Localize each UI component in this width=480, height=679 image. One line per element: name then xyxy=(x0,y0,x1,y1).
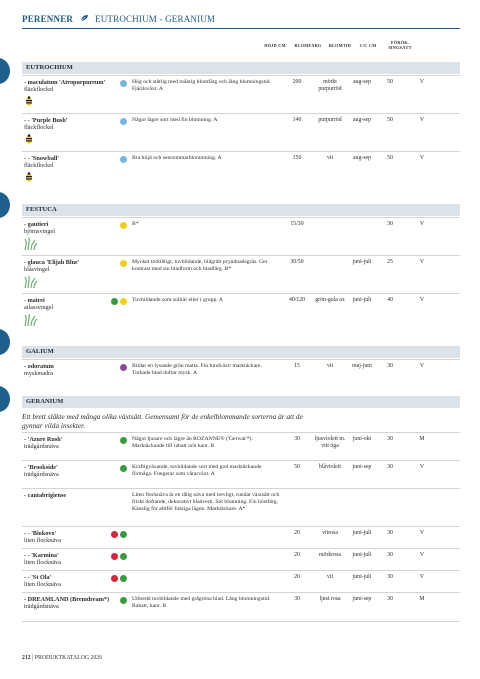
bloom-time-cell: juni-juli xyxy=(352,530,372,536)
symbol-dots xyxy=(111,553,129,571)
symbol-dots xyxy=(120,437,129,455)
table-row xyxy=(22,255,460,294)
flower-color-cell: vitrosa xyxy=(322,530,338,536)
footer-divider: | xyxy=(32,655,34,661)
zone-dot xyxy=(111,575,118,582)
description: Tuvbildande som solitär eller i grupp. A xyxy=(132,297,223,303)
height-cell: 50 xyxy=(294,464,300,470)
bloom-time-cell: maj-juni xyxy=(352,363,372,369)
propagation-cell: V xyxy=(419,259,425,265)
header-category: PERENNER xyxy=(22,14,74,24)
description: Något ljusare och lägre än ROZANNE® ('Gerwat'*). Marktäckande till rabatt och kant. B xyxy=(132,436,253,449)
grass-icon xyxy=(24,276,38,288)
propagation-cell: M xyxy=(419,436,425,442)
symbol-dots xyxy=(120,364,129,382)
spacing-cell: 50 xyxy=(387,79,393,85)
page-header xyxy=(22,14,460,29)
propagation-cell: V xyxy=(419,552,425,558)
column-header-propagation: FÖRÖK. SINGSÄTT xyxy=(388,40,412,50)
table-row xyxy=(22,526,460,549)
propagation-cell: V xyxy=(419,363,425,369)
plant-name: - - 'Purple Bush' fläckflockel xyxy=(24,117,68,132)
bee-icon xyxy=(25,96,33,106)
header-genus-range: EUTROCHIUM - GERANIUM xyxy=(95,14,216,24)
plant-name: - - 'Karmina' liten flocknäva xyxy=(24,552,61,567)
height-cell: 40/120 xyxy=(288,297,306,303)
side-tab xyxy=(0,329,10,355)
height-cell: 20 xyxy=(294,574,300,580)
side-tab xyxy=(0,386,10,412)
propagation-cell: V xyxy=(419,155,425,161)
table-row xyxy=(22,488,460,527)
flower-color-cell: mörkrosa xyxy=(319,552,341,558)
plant-name: - odoratum myskmadra xyxy=(24,363,54,378)
plant-name: - 'Brookside' trädgårdsnäva xyxy=(24,464,59,479)
bloom-time-cell: juni-juli xyxy=(352,552,372,558)
section-header: FESTUCA xyxy=(22,204,460,216)
bloom-time-cell: aug-sep xyxy=(352,117,372,123)
description: Kraftigväxande, tuvbildande sort med god marktäckande förmåga. Fungerar som vårarväxt. A xyxy=(132,464,262,477)
section-intro: Ett brett släkte med många olika växtsätt. Gemensamt för de enkelblommande sorterna är att de gynnar vilda insekter. xyxy=(22,412,303,430)
flower-color-cell: grön-gula ax xyxy=(315,297,345,303)
plant-name: - mairei atlassvingel xyxy=(24,297,54,312)
section-header: EUTROCHIUM xyxy=(22,62,460,74)
table-row xyxy=(22,293,460,332)
spacing-cell: 30 xyxy=(387,221,393,227)
sun-exposure-dot xyxy=(120,80,127,87)
section-header: GALIUM xyxy=(22,346,460,358)
spacing-cell: 30 xyxy=(387,596,393,602)
description: Något lägre sort med fin blomning. A xyxy=(132,117,218,123)
description: B* xyxy=(132,221,139,227)
table-row xyxy=(22,217,460,256)
symbol-dots xyxy=(120,80,129,98)
flower-color-cell: vit xyxy=(326,574,334,580)
bloom-time-cell: juni-juli xyxy=(352,574,372,580)
propagation-cell: V xyxy=(419,574,425,580)
catalog-title: PRODUKTKATALOG 2026 xyxy=(34,655,103,661)
flower-color-cell: vit xyxy=(326,363,334,369)
height-cell: 140 xyxy=(292,117,302,123)
section-header: GERANIUM xyxy=(22,396,460,408)
table-row xyxy=(22,432,460,461)
symbol-dots xyxy=(111,298,129,316)
sun-exposure-dot xyxy=(120,118,127,125)
column-header-bloom-time: BLOMTID xyxy=(328,43,352,48)
page-number: 212 xyxy=(22,655,31,661)
description: Hög och ståtlig med mäktig blomfärg och lång blomningstid. Fjärilsväxt. A xyxy=(132,79,272,92)
spacing-cell: 50 xyxy=(387,117,393,123)
table-row xyxy=(22,592,460,622)
soil-dot xyxy=(120,575,127,582)
height-cell: 15 xyxy=(294,363,300,369)
propagation-cell: V xyxy=(419,221,425,227)
height-cell: 200 xyxy=(292,79,302,85)
side-tab xyxy=(0,192,10,218)
propagation-cell: V xyxy=(419,79,425,85)
soil-dot xyxy=(120,531,127,538)
height-cell: 20 xyxy=(294,530,300,536)
description: Liten flocknäva är en tålig näva med trevligt, rundat växtsätt och friskt doftande, dekorativt bladverk. Söt blomning. Fin höstfärg. Känslig för alltför fuktiga lägen. Marktäckare. A* xyxy=(132,492,280,512)
bloom-time-cell: aug-sep xyxy=(352,155,372,161)
soil-dot xyxy=(120,465,127,472)
bloom-time-cell: juni-sep xyxy=(352,464,372,470)
column-header-height: HÖJD CM xyxy=(264,43,286,48)
table-row xyxy=(22,359,460,386)
zone-dot xyxy=(111,553,118,560)
plant-name: - - 'Biokovo' liten flocknäva xyxy=(24,530,61,545)
zone-dot xyxy=(111,531,118,538)
propagation-cell: V xyxy=(419,117,425,123)
page-footer xyxy=(22,655,102,661)
soil-dot xyxy=(111,298,118,305)
sun-exposure-dot xyxy=(120,364,127,371)
spacing-cell: 50 xyxy=(387,155,393,161)
spacing-cell: 30 xyxy=(387,363,393,369)
description: Bra höjd och sensommarblommning. A xyxy=(132,155,222,161)
flower-color-cell: purpurröd xyxy=(318,117,342,123)
plant-name: - cantabrigiense xyxy=(24,492,67,499)
table-row xyxy=(22,151,460,190)
propagation-cell: V xyxy=(419,297,425,303)
height-cell: 15/30 xyxy=(290,221,304,227)
column-header-flower-color: BLOMFÄRG xyxy=(294,43,322,48)
bloom-time-cell: juni-juli xyxy=(352,259,372,265)
spacing-cell: 30 xyxy=(387,552,393,558)
leaf-icon xyxy=(80,14,89,25)
sun-exposure-dot xyxy=(120,260,127,267)
flower-color-cell: mörkt purpurröd xyxy=(318,79,342,92)
propagation-cell: M xyxy=(419,596,425,602)
spacing-cell: 40 xyxy=(387,297,393,303)
spacing-cell: 25 xyxy=(387,259,393,265)
propagation-cell: V xyxy=(419,464,425,470)
soil-dot xyxy=(120,553,127,560)
table-row xyxy=(22,460,460,489)
symbol-dots xyxy=(120,222,129,240)
grass-icon xyxy=(24,238,38,250)
description: Utbredd tuvbildande med grågröna blad. Lång blomningstid. Rabatt, kant. B xyxy=(132,596,271,609)
spacing-cell: 30 xyxy=(387,530,393,536)
height-cell: 30 xyxy=(294,596,300,602)
plant-name: - gautieri björnsvingel xyxy=(24,221,55,236)
bloom-time-cell: juni-sep xyxy=(352,596,372,602)
sun-exposure-dot xyxy=(120,156,127,163)
plant-name: - DREAMLAND (Bremdream*) trädgårdsnäva xyxy=(24,596,110,611)
height-cell: 20 xyxy=(294,552,300,558)
bloom-time-cell: aug-sep xyxy=(352,79,372,85)
plant-name: - glauca 'Elijah Blue' blåsvingel xyxy=(24,259,80,274)
bee-icon xyxy=(25,172,33,182)
propagation-cell: V xyxy=(419,530,425,536)
soil-dot xyxy=(120,597,127,604)
grass-icon xyxy=(24,314,38,326)
side-tab xyxy=(0,58,10,84)
sun-exposure-dot xyxy=(120,222,127,229)
description: Bildar en lysande grön matta. Fin lundväxt/ marktäckare. Torkade blad doftar mysk. A xyxy=(132,363,262,376)
plant-name: - maculatum 'Atropurpureum' fläckflockel xyxy=(24,79,106,94)
sun-exposure-dot xyxy=(120,298,127,305)
plant-name: - - 'St Ola' liten flocknäva xyxy=(24,574,61,589)
symbol-dots xyxy=(111,531,129,549)
table-row xyxy=(22,75,460,114)
height-cell: 30 xyxy=(294,436,300,442)
spacing-cell: 30 xyxy=(387,464,393,470)
symbol-dots xyxy=(120,260,129,278)
flower-color-cell: blåviolett xyxy=(319,464,341,470)
plant-name: - - 'Snowball' fläckflockel xyxy=(24,155,60,170)
spacing-cell: 30 xyxy=(387,574,393,580)
plant-name: - 'Azure Rush' trädgårdsnäva xyxy=(24,436,63,451)
symbol-dots xyxy=(120,156,129,174)
symbol-dots xyxy=(120,118,129,136)
column-header-spacing: C/C CM xyxy=(359,43,377,48)
bloom-time-cell: juni-juli xyxy=(352,297,372,303)
symbol-dots xyxy=(120,597,129,615)
flower-color-cell: ljusviolett m. vitt öga xyxy=(314,436,346,449)
symbol-dots xyxy=(111,575,129,593)
bee-icon xyxy=(25,134,33,144)
height-cell: 150 xyxy=(292,155,302,161)
table-row xyxy=(22,570,460,593)
flower-color-cell: vit xyxy=(326,155,334,161)
description: Mycket torktåligt, tuvbildande, blågrått pryndnadsgräs. Ger kontrast med sin bladform och bladfärg. B* xyxy=(132,259,268,272)
flower-color-cell: ljust rosa xyxy=(319,596,341,602)
soil-dot xyxy=(120,437,127,444)
spacing-cell: 30 xyxy=(387,436,393,442)
table-row xyxy=(22,113,460,152)
height-cell: 30/50 xyxy=(290,259,304,265)
table-row xyxy=(22,548,460,571)
bloom-time-cell: juni-okt xyxy=(352,436,372,442)
symbol-dots xyxy=(120,465,129,483)
